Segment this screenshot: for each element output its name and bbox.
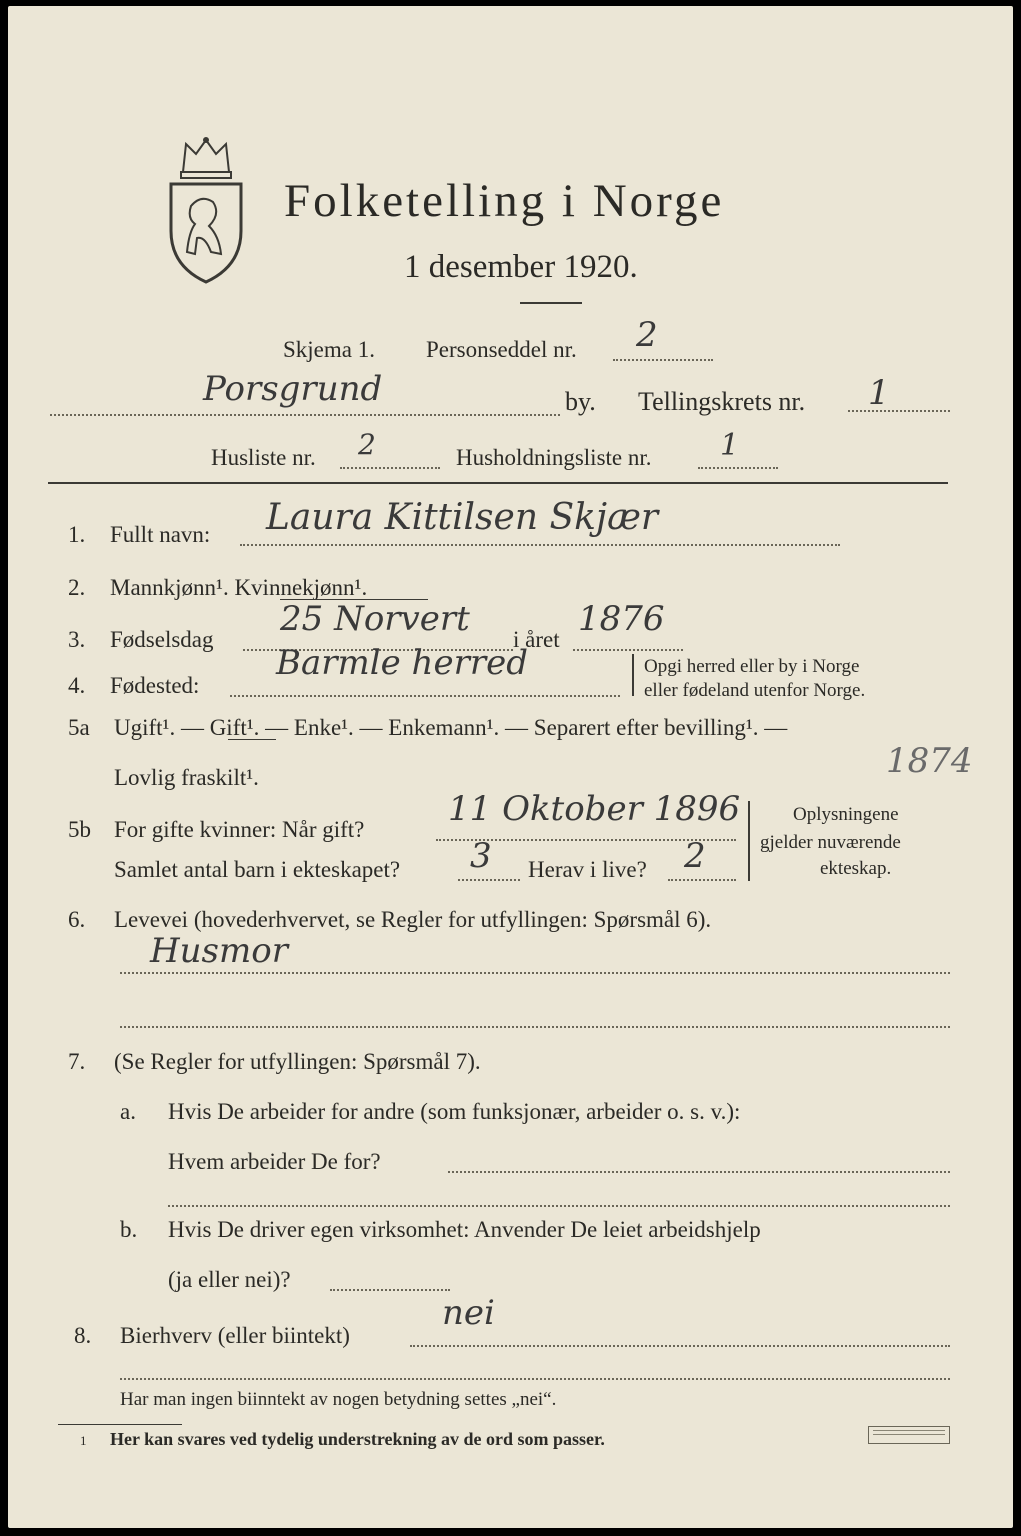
q3-aret-label: i året (513, 627, 560, 652)
q7a-number: a. (120, 1099, 136, 1124)
husholdning-line (698, 467, 778, 469)
q2-label: Mannkjønn¹. Kvinnekjønn¹. (110, 575, 368, 600)
coat-of-arms-icon (161, 136, 251, 286)
q8-line (410, 1345, 950, 1347)
q5a-line2: Lovlig fraskilt¹. (114, 765, 259, 790)
q5b-label2: Samlet antal barn i ekteskapet? (114, 857, 401, 882)
q8-label: Bierhverv (eller biintekt) (120, 1323, 350, 1348)
gift-underline (228, 739, 276, 740)
q6-value: Husmor (150, 931, 288, 971)
personseddel-value: 2 (636, 315, 658, 355)
q8-value: nei (442, 1293, 495, 1333)
q7b-number: b. (120, 1217, 138, 1242)
q5b-label3: Herav i live? (528, 857, 647, 882)
husholdning-label: Husholdningsliste nr. (456, 445, 652, 470)
q5b-brace (748, 801, 750, 881)
personseddel-line (613, 359, 713, 361)
q1-line (240, 544, 840, 546)
q5b-value3: 2 (684, 836, 706, 876)
form-title: Folketelling i Norge (284, 175, 725, 227)
q5b-value2: 3 (470, 836, 492, 876)
q5a-number: 5a (68, 715, 90, 740)
personseddel-label: Personseddel nr. (426, 337, 577, 362)
q5b-note1: Oplysningene (793, 804, 899, 825)
footnote-rule (58, 1424, 182, 1425)
header-divider (48, 482, 948, 484)
q4-line (230, 695, 620, 697)
q3-value: 25 Norvert (280, 599, 470, 639)
q5a-margin-note: 1874 (886, 741, 973, 781)
husliste-value: 2 (358, 428, 376, 461)
q7b-line (330, 1289, 450, 1291)
q7b-line2: (ja eller nei)? (168, 1267, 291, 1292)
q5b-number: 5b (68, 817, 91, 842)
q4-note-line2: eller fødeland utenfor Norge. (644, 680, 866, 701)
q7b-line1: Hvis De driver egen virksomhet: Anvender De leiet arbeidshjelp (168, 1217, 761, 1242)
q7a-line1: Hvis De arbeider for andre (som funksjonær, arbeider o. s. v.): (168, 1099, 741, 1124)
q3-year: 1876 (578, 599, 665, 639)
q8-line2 (120, 1378, 950, 1380)
city-line (50, 414, 560, 416)
q1-number: 1. (68, 522, 86, 547)
husliste-label: Husliste nr. (211, 445, 316, 470)
husliste-line (340, 467, 440, 469)
q7-number: 7. (68, 1049, 86, 1074)
census-date: 1 desember 1920. (404, 249, 638, 285)
q4-value: Barmle herred (276, 643, 528, 683)
q4-note-line1: Opgi herred eller by i Norge (644, 656, 860, 677)
skjema-label: Skjema 1. (283, 337, 375, 362)
q5b-value1: 11 Oktober 1896 (448, 789, 741, 829)
footer-note: Har man ingen biinntekt av nogen betydning settes „nei“. (120, 1389, 557, 1410)
q6-line2 (120, 1026, 950, 1028)
q5b-line3 (668, 879, 736, 881)
q5b-note2: gjelder nuværende (760, 832, 901, 853)
tellingskrets-label: Tellingskrets nr. (638, 387, 806, 416)
q5b-label1: For gifte kvinner: Når gift? (114, 817, 365, 842)
q6-number: 6. (68, 907, 86, 932)
q7a-line2: Hvem arbeider De for? (168, 1149, 381, 1174)
husholdning-value: 1 (720, 428, 740, 463)
tellingskrets-line (848, 410, 950, 412)
q1-label: Fullt navn: (110, 522, 211, 547)
q5b-line2 (458, 879, 520, 881)
q4-number: 4. (68, 673, 86, 698)
q2-number: 2. (68, 575, 86, 600)
q6-label: Levevei (hovederhvervet, se Regler for utfyllingen: Spørsmål 6). (114, 907, 712, 932)
footnote-mark: 1 (80, 1433, 87, 1448)
q7a-line (448, 1171, 950, 1173)
q7a-line-extra (168, 1205, 950, 1207)
city-value: Porsgrund (203, 369, 383, 409)
footnote-text: Her kan svares ved tydelig understrekning av de ord som passer. (110, 1429, 605, 1449)
q3-label: Fødselsdag (110, 627, 214, 652)
q3-number: 3. (68, 627, 86, 652)
q4-brace (632, 654, 634, 696)
by-label: by. (565, 387, 596, 416)
q6-line1 (120, 972, 950, 974)
tellingskrets-value: 1 (868, 373, 890, 413)
q5b-note3: ekteskap. (820, 858, 892, 879)
title-divider (520, 302, 582, 304)
q1-value: Laura Kittilsen Skjær (266, 497, 659, 538)
printer-stamp (868, 1426, 950, 1444)
q8-number: 8. (74, 1323, 92, 1348)
q7-label: (Se Regler for utfyllingen: Spørsmål 7). (114, 1049, 481, 1074)
q4-label: Fødested: (110, 673, 200, 698)
q5a-line1: Ugift¹. — Gift¹. — Enke¹. — Enkemann¹. — Separert efter bevilling¹. — (114, 715, 788, 740)
q3-year-line (573, 649, 683, 651)
census-form (8, 6, 1013, 1528)
